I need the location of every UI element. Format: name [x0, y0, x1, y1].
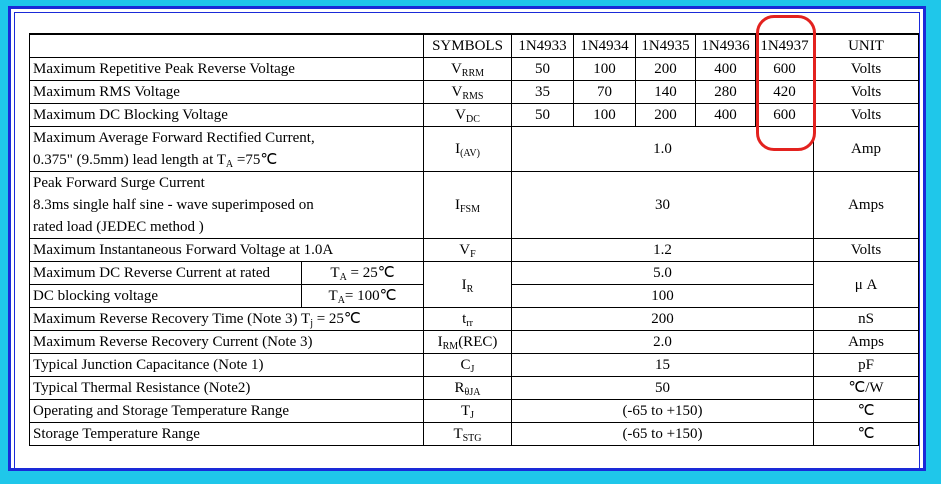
param-ir-line2: DC blocking voltage — [30, 285, 302, 308]
param-vdc: Maximum DC Blocking Voltage — [30, 104, 424, 127]
unit-vf: Volts — [814, 239, 919, 262]
unit-tstg: ℃ — [814, 423, 919, 446]
param-cj: Typical Junction Capacitance (Note 1) — [30, 354, 424, 377]
param-iav — [30, 127, 424, 172]
unit-irm: Amps — [814, 331, 919, 354]
param-trr: Maximum Reverse Recovery Time (Note 3) $T_j$ = 25℃ — [30, 308, 424, 331]
table-row — [30, 104, 919, 127]
cond-ir-100c: $T_A=$ 100℃ — [302, 285, 424, 308]
header-unit: UNIT — [814, 34, 919, 58]
param-rth: Typical Thermal Resistance (Note2) — [30, 377, 424, 400]
table-row — [30, 81, 919, 104]
param-vrms: Maximum RMS Voltage — [30, 81, 424, 104]
param-tj: Operating and Storage Temperature Range — [30, 400, 424, 423]
value-cell: 200 — [636, 58, 696, 81]
header-row — [30, 34, 919, 58]
value-vf: 1.2 — [512, 239, 814, 262]
header-param-blank — [30, 34, 424, 58]
value-cell: 50 — [512, 58, 574, 81]
table-row — [30, 331, 919, 354]
unit-trr: nS — [814, 308, 919, 331]
symbol-vrrm: $V_{RRM}$ — [424, 58, 512, 81]
symbol-iav: $I_{(AV)}$ — [424, 127, 512, 172]
table-row — [30, 58, 919, 81]
table-row — [30, 377, 919, 400]
param-ifsm — [30, 172, 424, 239]
unit-cell: Volts — [814, 58, 919, 81]
param-ifsm-line1: Peak Forward Surge Current — [33, 175, 205, 191]
value-cell: 400 — [696, 104, 756, 127]
table-row — [30, 262, 919, 285]
symbol-cj: $C_J$ — [424, 354, 512, 377]
unit-tj: ℃ — [814, 400, 919, 423]
symbol-irm: $I_{RM}(REC)$ — [424, 331, 512, 354]
value-cell: 200 — [636, 104, 696, 127]
symbol-ir: $I_R$ — [424, 262, 512, 308]
header-part-1n4935: 1N4935 — [636, 34, 696, 58]
value-cell: 400 — [696, 58, 756, 81]
value-ir-100c: 100 — [512, 285, 814, 308]
unit-ir: μ A — [814, 262, 919, 308]
table-row — [30, 172, 919, 239]
value-cell: 35 — [512, 81, 574, 104]
param-vf: Maximum Instantaneous Forward Voltage at 1.0A — [30, 239, 424, 262]
symbol-tstg: $T_{STG}$ — [424, 423, 512, 446]
value-tstg: (-65 to +150) — [512, 423, 814, 446]
value-cell: 100 — [574, 104, 636, 127]
value-cell: 70 — [574, 81, 636, 104]
unit-cell: Volts — [814, 81, 919, 104]
diode-spec-table — [29, 33, 919, 446]
value-rth: 50 — [512, 377, 814, 400]
unit-iav: Amp — [814, 127, 919, 172]
table-row — [30, 423, 919, 446]
param-iav-line2: 0.375" (9.5mm) lead length at $T_A$ =75℃ — [33, 152, 278, 170]
symbol-ifsm: $I_{FSM}$ — [424, 172, 512, 239]
value-cell: 50 — [512, 104, 574, 127]
table-row — [30, 239, 919, 262]
unit-rth: ℃/W — [814, 377, 919, 400]
param-ifsm-line2: 8.3ms single half sine - wave superimposed on — [33, 197, 314, 213]
param-irm: Maximum Reverse Recovery Current (Note 3) — [30, 331, 424, 354]
table-row — [30, 308, 919, 331]
unit-ifsm: Amps — [814, 172, 919, 239]
header-part-1n4933: 1N4933 — [512, 34, 574, 58]
param-tstg: Storage Temperature Range — [30, 423, 424, 446]
value-cell: 100 — [574, 58, 636, 81]
value-iav: 1.0 — [512, 127, 814, 172]
symbol-trr: $t_{rr}$ — [424, 308, 512, 331]
symbol-vrms: $V_{RMS}$ — [424, 81, 512, 104]
value-trr: 200 — [512, 308, 814, 331]
table-row — [30, 400, 919, 423]
table-row — [30, 127, 919, 172]
symbol-vf: $V_F$ — [424, 239, 512, 262]
unit-cell: Volts — [814, 104, 919, 127]
cond-ir-25c: $T_A$ = 25℃ — [302, 262, 424, 285]
symbol-vdc: $V_{DC}$ — [424, 104, 512, 127]
value-ifsm: 30 — [512, 172, 814, 239]
symbol-tj: $T_J$ — [424, 400, 512, 423]
symbol-rth: $R_{\theta JA}$ — [424, 377, 512, 400]
value-cell: 600 — [756, 104, 814, 127]
header-part-1n4937: 1N4937 — [756, 34, 814, 58]
value-tj: (-65 to +150) — [512, 400, 814, 423]
header-part-1n4934: 1N4934 — [574, 34, 636, 58]
header-part-1n4936: 1N4936 — [696, 34, 756, 58]
value-irm: 2.0 — [512, 331, 814, 354]
param-ifsm-line3: rated load (JEDEC method ) — [33, 219, 204, 235]
param-vrrm: Maximum Repetitive Peak Reverse Voltage — [30, 58, 424, 81]
value-cell: 420 — [756, 81, 814, 104]
unit-cj: pF — [814, 354, 919, 377]
value-cj: 15 — [512, 354, 814, 377]
value-cell: 140 — [636, 81, 696, 104]
value-cell: 280 — [696, 81, 756, 104]
table-row — [30, 354, 919, 377]
value-ir-25c: 5.0 — [512, 262, 814, 285]
value-cell: 600 — [756, 58, 814, 81]
param-iav-line1: Maximum Average Forward Rectified Current, — [33, 130, 315, 146]
header-symbols: SYMBOLS — [424, 34, 512, 58]
param-ir-line1: Maximum DC Reverse Current at rated — [30, 262, 302, 285]
